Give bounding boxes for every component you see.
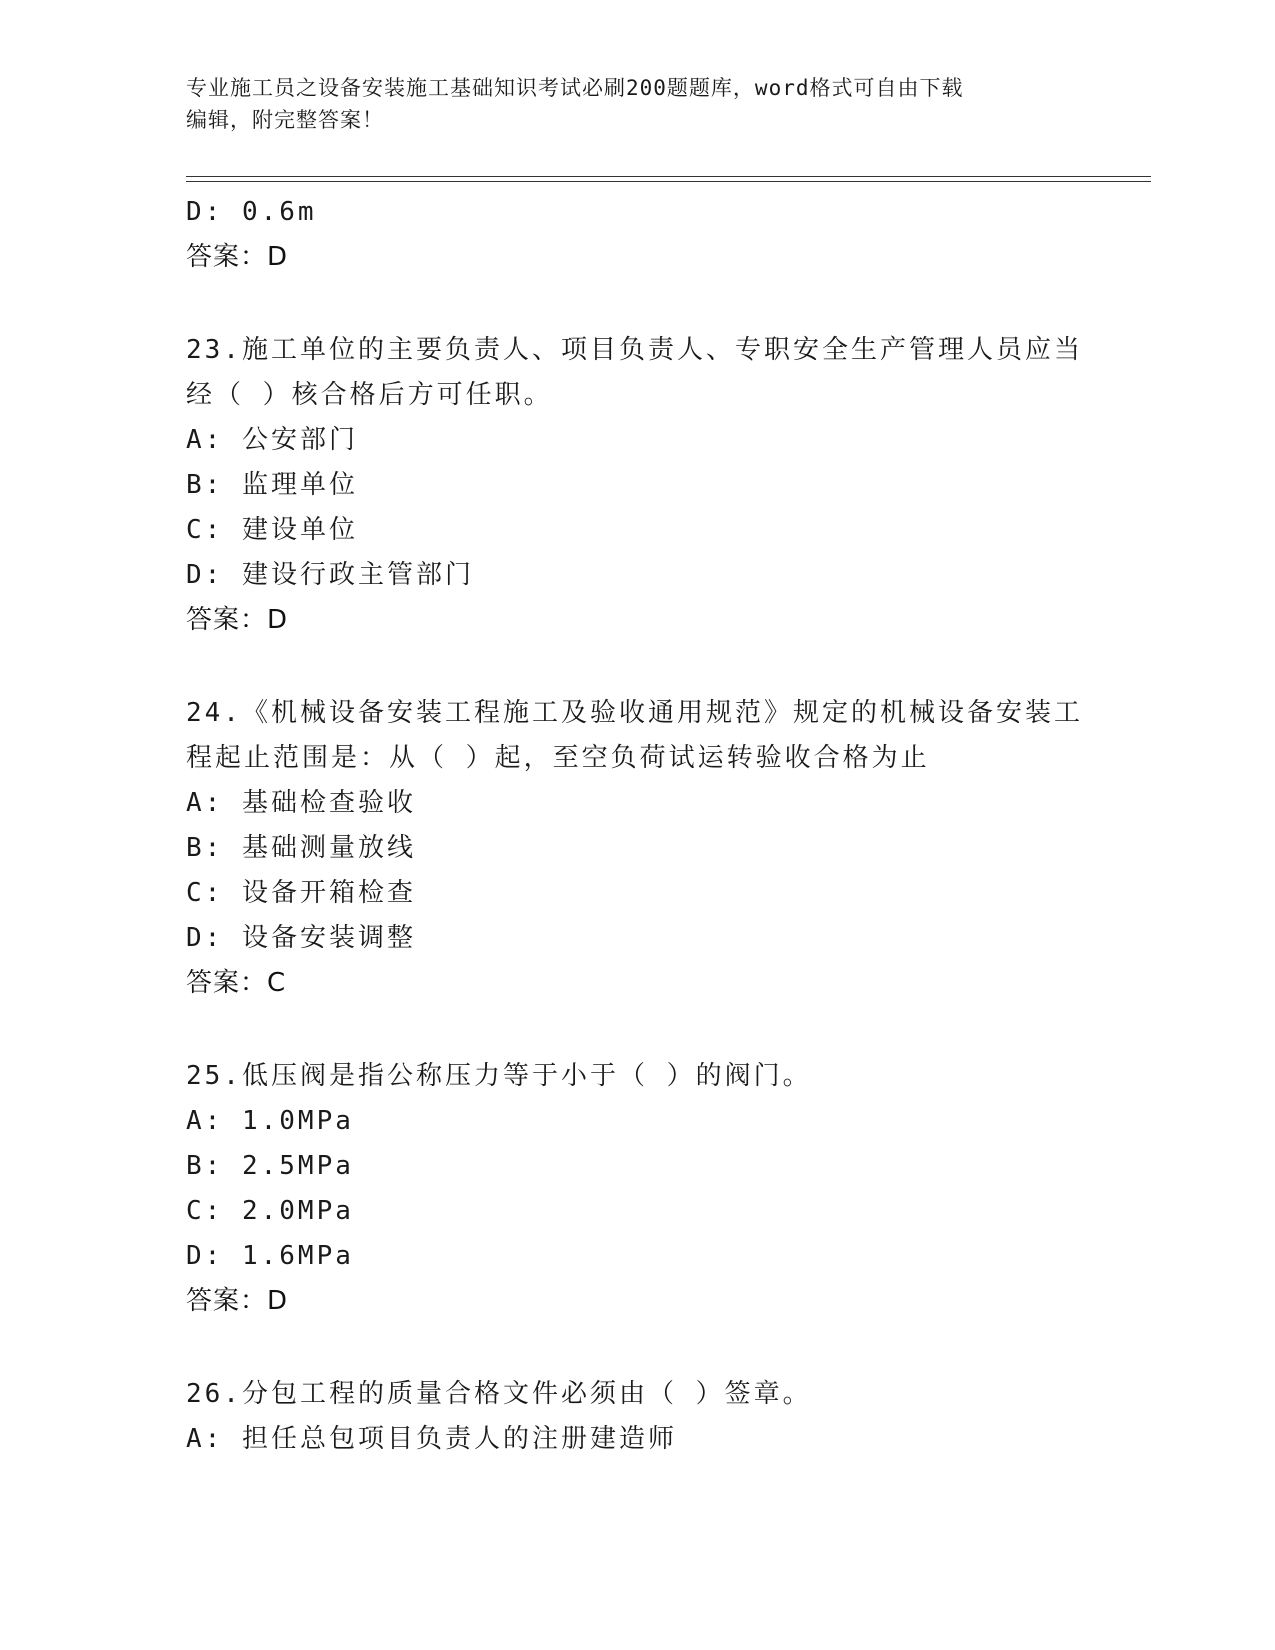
spacer	[186, 280, 1086, 328]
spacer	[186, 643, 1086, 691]
header-title-line-1: 专业施工员之设备安装施工基础知识考试必刷200题题库，word格式可自由下载	[186, 76, 964, 100]
question-26	[186, 1372, 1086, 1462]
option-d: D: 1.6MPa	[186, 1241, 354, 1271]
option-b: B: 监理单位	[186, 470, 358, 500]
answer-line: 答案：D	[186, 605, 289, 635]
question-23	[186, 328, 1086, 643]
question-24	[186, 691, 1086, 1006]
spacer	[186, 1006, 1086, 1054]
option-b: B: 2.5MPa	[186, 1151, 354, 1181]
option-a: A: 基础检查验收	[186, 788, 416, 818]
question-text-line-2: 经（ ）核合格后方可任职。	[186, 380, 553, 410]
header-divider-bottom	[186, 181, 1151, 182]
document-header	[186, 72, 1086, 136]
spacer	[186, 1324, 1086, 1372]
question-25	[186, 1054, 1086, 1324]
question-22-tail	[186, 190, 1086, 280]
header-divider-top	[186, 176, 1151, 177]
question-text-line-2: 程起止范围是：从（ ）起，至空负荷试运转验收合格为止	[186, 743, 930, 773]
option-d: D: 建设行政主管部门	[186, 560, 474, 590]
option-a: A: 担任总包项目负责人的注册建造师	[186, 1424, 677, 1454]
option-c: C: 设备开箱检查	[186, 878, 416, 908]
header-title-line-2: 编辑，附完整答案！	[186, 108, 384, 132]
question-text-line-1: 26.分包工程的质量合格文件必须由（ ）签章。	[186, 1379, 812, 1409]
answer-line: 答案：C	[186, 968, 287, 998]
option-c: C: 2.0MPa	[186, 1196, 354, 1226]
question-text-line-1: 24.《机械设备安装工程施工及验收通用规范》规定的机械设备安装工	[186, 698, 1083, 728]
option-a: A: 1.0MPa	[186, 1106, 354, 1136]
option-c: C: 建设单位	[186, 515, 358, 545]
option-d: D: 0.6m	[186, 197, 317, 227]
answer-line: 答案：D	[186, 1286, 289, 1316]
option-b: B: 基础测量放线	[186, 833, 416, 863]
question-list	[186, 190, 1086, 1462]
option-d: D: 设备安装调整	[186, 923, 416, 953]
question-text-line-1: 23.施工单位的主要负责人、项目负责人、专职安全生产管理人员应当	[186, 335, 1083, 365]
answer-line: 答案：D	[186, 242, 289, 272]
option-a: A: 公安部门	[186, 425, 358, 455]
question-text-line-1: 25.低压阀是指公称压力等于小于（ ）的阀门。	[186, 1061, 812, 1091]
